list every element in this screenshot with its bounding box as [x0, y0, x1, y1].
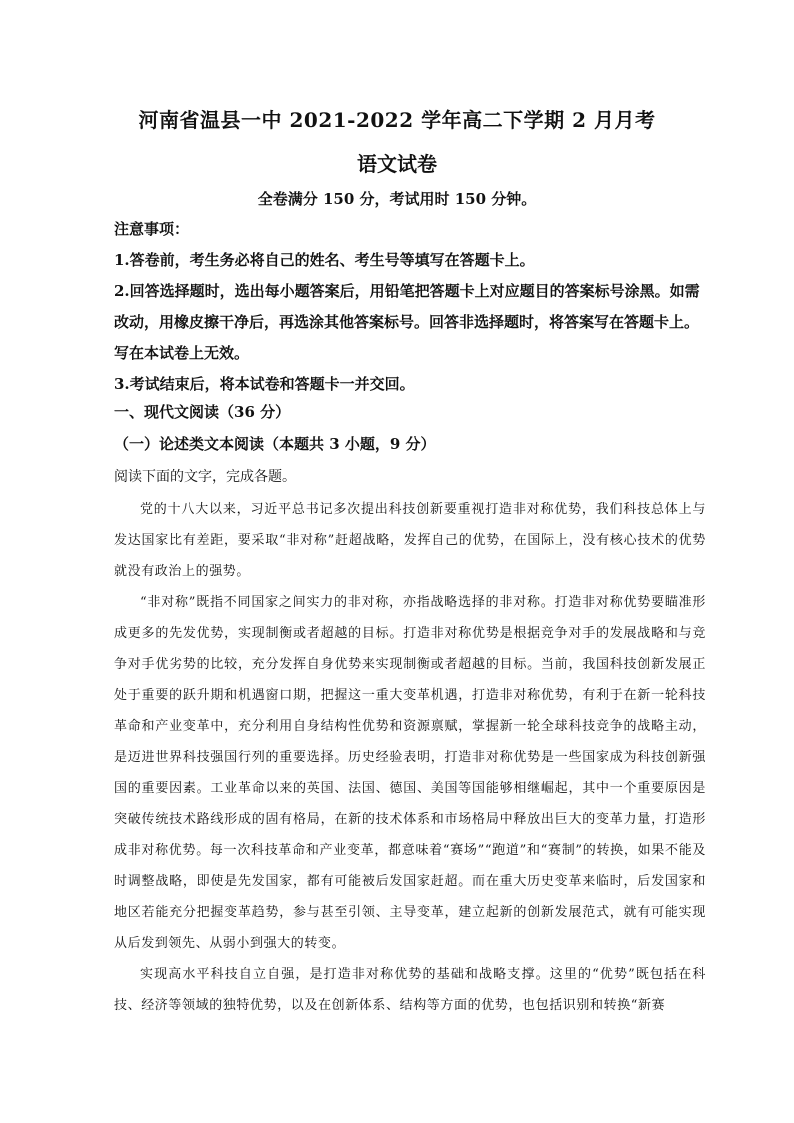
reading-instruction: 阅读下面的文字，完成各题。 — [114, 469, 296, 485]
passage-paragraph: 实现高水平科技自立自强，是打造非对称优势的基础和战略支撑。这里的“优势”既包括在科技、经济等领域的独特优势，以及在创新体系、结构等方面的优势，也包括识别和转换“新赛 — [114, 967, 706, 1013]
exam-subtitle: 语文试卷 — [357, 152, 437, 176]
passage-paragraph: 党的十八大以来，习近平总书记多次提出科技创新要重视打造非对称优势，我们科技总体上与发达国家比有差距，要采取“非对称”赶超战略，发挥自己的优势，在国际上，没有核心技术的优势就没有政治上的强势。 — [114, 502, 706, 579]
passage — [114, 494, 706, 1021]
notes-item: 1.答卷前，考生务必将自己的姓名、考生号等填写在答题卡上。 — [114, 251, 535, 269]
score-info: 全卷满分 150 分，考试用时 150 分钟。 — [257, 190, 537, 208]
notes-item: 3.考试结束后，将本试卷和答题卡一并交回。 — [114, 375, 415, 393]
passage-paragraph: “非对称”既指不同国家之间实力的非对称，亦指战略选择的非对称。打造非对称优势要瞄准形成更多的先发优势，实现制衡或者超越的目标。打造非对称优势是根据竞争对手的发展战略和与竞争对手优劣势的比较，充分发挥自身优势来实现制衡或者超越的目标。当前，我国科技创新发展正处于重要的跃升期和机遇窗口期，把握这一重大变革机遇，打造非对称优势，有利于在新一轮科技革命和产业变革中，充分利用自身结构性优势和资源禀赋，掌握新一轮全球科技竞争的战略主动，是迈进世界科技强国行列的重要选择。历史经验表明，打造非对称优势是一些国家成为科技创新强国的重要因素。工业革命以来的英国、法国、德国、美国等国能够相继崛起，其中一个重要原因是突破传统技术路线形成的固有格局，在新的技术体系和市场格局中释放出巨大的变革力量，打造形成非对称优势。每一次科技革命和产业变革，都意味着“赛场”“跑道”和“赛制”的转换，如果不能及时调整战略，即使是先发国家，都有可能被后发国家赶超。而在重大历史变革来临时，后发国家和地区若能充分把握变革趋势，参与甚至引领、主导变革，建立起新的创新发展范式，就有可能实现从后发到领先、从弱小到强大的转变。 — [114, 595, 706, 951]
exam-title: 河南省温县一中 2021-2022 学年高二下学期 2 月月考 — [138, 108, 656, 132]
notes-item: 2.回答选择题时，选出每小题答案后，用铅笔把答题卡上对应题目的答案标号涂黑。如需改动，用橡皮擦干净后，再选涂其他答案标号。回答非选择题时，将答案写在答题卡上。写在本试卷上无效。 — [114, 282, 700, 362]
subsection-heading: （一）论述类文本阅读（本题共 3 小题，9 分） — [114, 435, 436, 453]
notes-block — [114, 214, 706, 400]
section-heading: 一、现代文阅读（36 分） — [114, 403, 291, 421]
notes-heading: 注意事项： — [114, 220, 190, 238]
